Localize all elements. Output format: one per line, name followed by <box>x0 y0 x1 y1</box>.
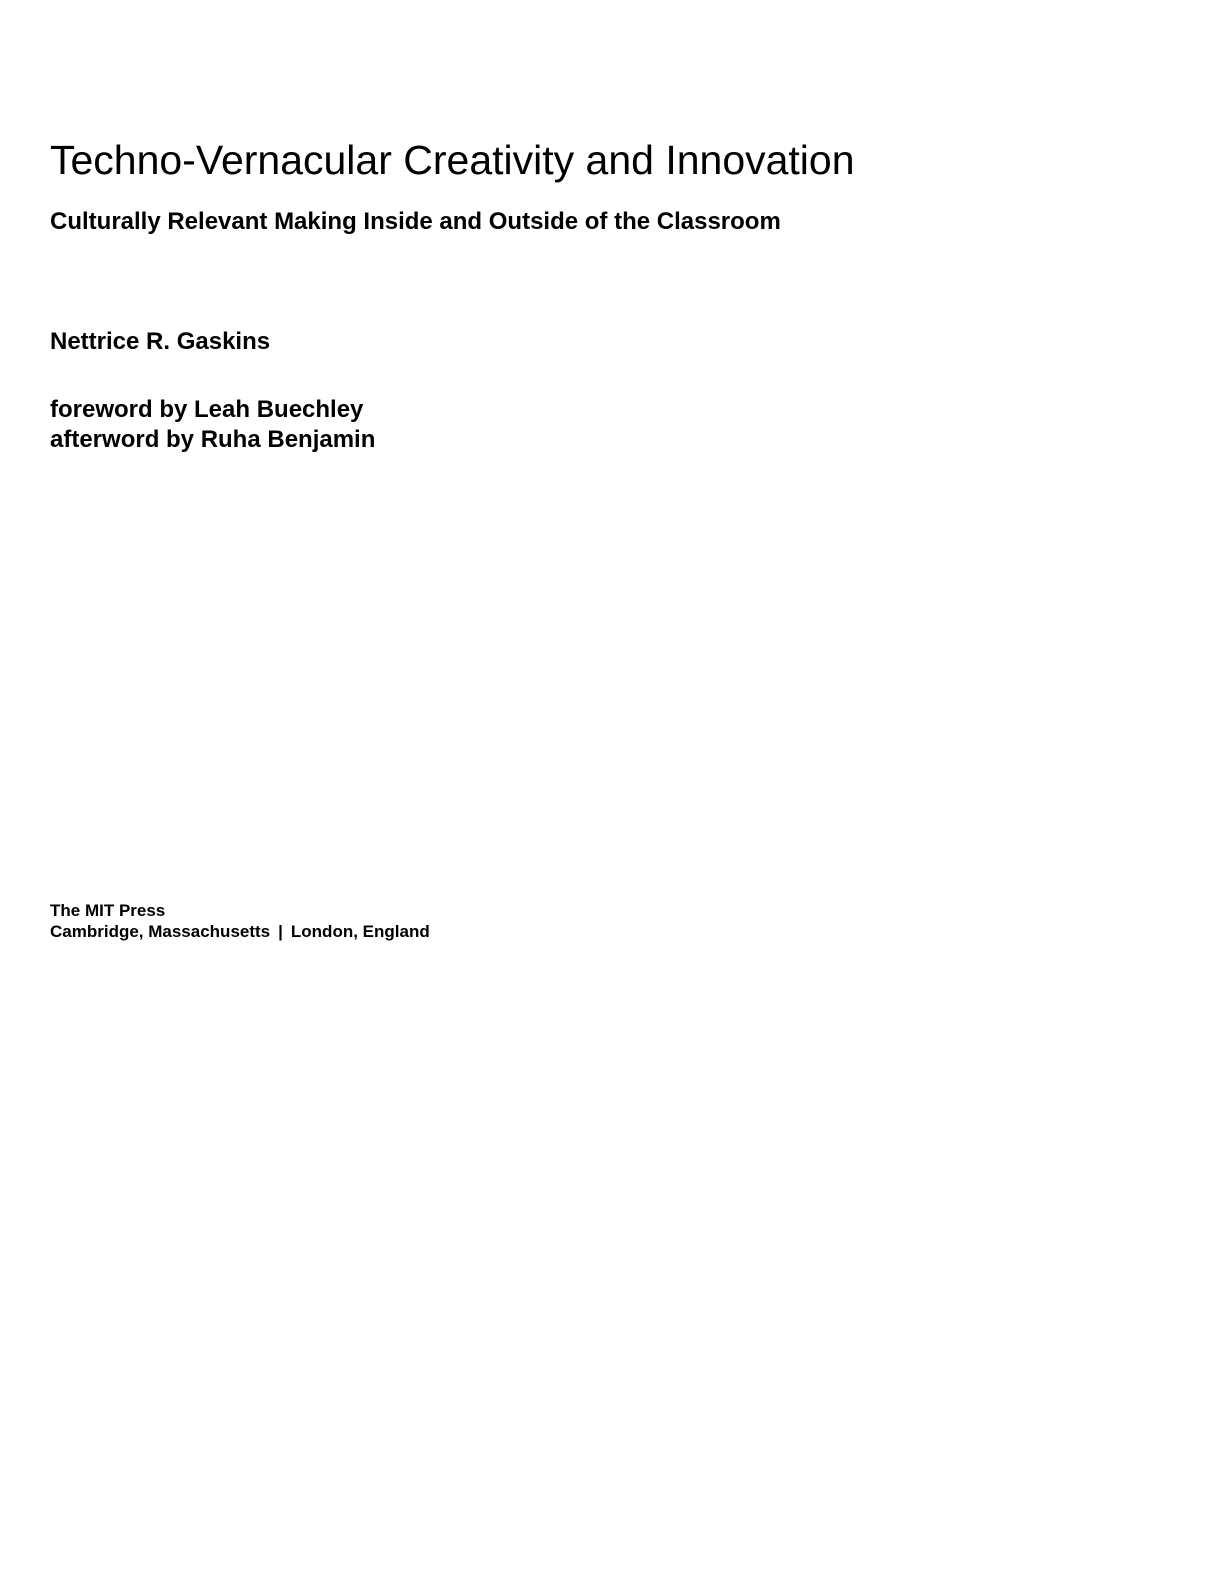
publisher-locations <box>50 921 430 942</box>
author-name: Nettrice R. Gaskins <box>50 328 271 355</box>
publisher-location-cambridge: Cambridge, Massachusetts <box>50 922 271 941</box>
publisher-name: The MIT Press <box>50 901 166 920</box>
contributors-block <box>50 395 375 455</box>
foreword-credit: foreword by Leah Buechley <box>50 396 364 423</box>
publisher-location-london: London, England <box>290 922 430 941</box>
location-separator: | <box>278 922 283 941</box>
publisher-block <box>50 900 430 942</box>
afterword-credit: afterword by Ruha Benjamin <box>50 426 376 453</box>
book-title: Techno-Vernacular Creativity and Innovation <box>50 137 855 183</box>
book-subtitle: Culturally Relevant Making Inside and Outside of the Classroom <box>50 208 781 235</box>
